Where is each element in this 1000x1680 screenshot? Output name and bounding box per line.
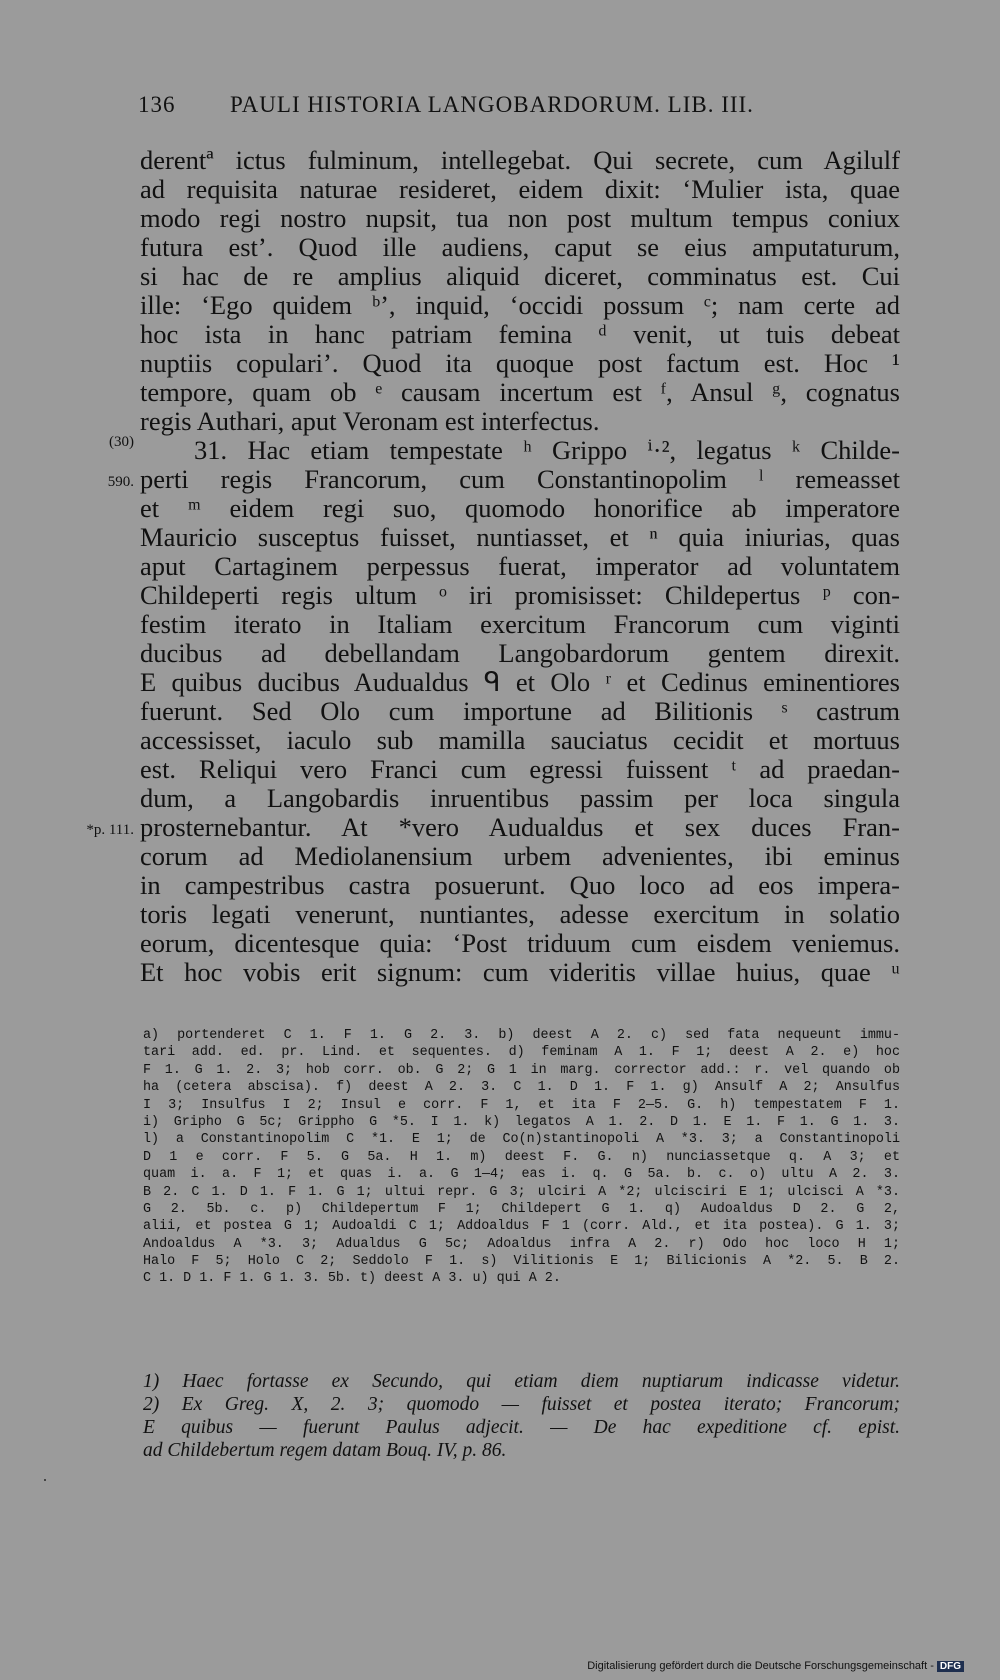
digitization-credit xyxy=(587,1660,964,1672)
main-text xyxy=(140,146,900,987)
text-line: tempore, quam ob ᵉ causam incertum est ᶠ, Ansul ᵍ, cognatus xyxy=(140,377,900,407)
text-line: est. Reliqui vero Franci cum egressi fuissent ᵗ ad praedan- xyxy=(140,754,900,784)
source-notes xyxy=(143,1370,900,1462)
text-line: modo regi nostro nupsit, tua non post multum tempus coniux xyxy=(140,203,900,233)
text-line: derentª ictus fulminum, intellegebat. Qui secrete, cum Agilulf xyxy=(140,145,900,175)
apparatus-line: tari add. ed. pr. Lind. et sequentes. d) feminam A 1. F 1; deest A 2. e) hoc xyxy=(143,1045,900,1061)
text-line: dum, a Langobardis inruentibus passim per loca singula xyxy=(140,783,900,813)
apparatus-line: I 3; Insulfus I 2; Insul e corr. F 1, et ita F 2—5. G. h) tempestatem F 1. xyxy=(143,1097,900,1113)
text-line: si hac de re amplius aliquid diceret, comminatus est. Cui xyxy=(140,261,900,291)
source-note: E quibus — fuerunt Paulus adjecit. — De hac expeditione cf. epist. xyxy=(143,1417,900,1438)
credit-text: Digitalisierung gefördert durch die Deutsche Forschungsgemeinschaft - xyxy=(587,1660,934,1672)
apparatus-line: Halo F 5; Holo C 2; Seddolo F 1. s) Vilitionis E 1; Bilicionis A *2. 5. B 2. xyxy=(143,1254,900,1270)
text-line: et ᵐ eidem regi suo, quomodo honorifice ab imperatore xyxy=(140,493,900,523)
apparatus-line: Andoaldus A *3. 3; Adualdus G 5c; Adoaldus infra A 2. r) Odo hoc loco H 1; xyxy=(143,1236,900,1252)
text-line: Childeperti regis ultum ᵒ iri promisisset: Childepertus ᵖ con- xyxy=(140,580,900,610)
text-line: fuerunt. Sed Olo cum importune ad Bilitionis ˢ castrum xyxy=(140,696,900,726)
text-line: toris legati venerunt, nuntiantes, adesse exercitum in solatio xyxy=(140,899,900,929)
apparatus-line: l) a Constantinopolim C *1. E 1; de Co(n)stantinopoli A *3. 3; a Constantinopoli xyxy=(143,1132,900,1148)
text-line: ducibus ad debellandam Langobardorum gentem direxit. xyxy=(140,638,900,668)
critical-apparatus xyxy=(143,1027,900,1288)
text-line: ad requisita naturae resideret, eidem dixit: ‘Mulier ista, quae xyxy=(140,174,900,204)
text-line: festim iterato in Italiam exercitum Francorum cum viginti xyxy=(140,609,900,639)
chapter-start-line: 31. Hac etiam tempestate ʰ Grippo ⁱ·², legatus ᵏ Childe- xyxy=(194,435,900,465)
text-line: futura est’. Quod ille audiens, caput se eius amputaturum, xyxy=(140,232,900,262)
apparatus-line: C 1. D 1. F 1. G 1. 3. 5b. t) deest A 3. u) qui A 2. xyxy=(143,1271,561,1287)
dfg-logo: DFG xyxy=(937,1661,964,1672)
margin-year: 590. xyxy=(107,474,134,490)
text-line: E quibus ducibus Audualdus ᑫ et Olo ʳ et Cedinus eminentiores xyxy=(140,667,900,697)
page-number: 136 xyxy=(138,92,176,117)
text-line: perti regis Francorum, cum Constantinopolim ˡ remeasset xyxy=(140,464,900,494)
apparatus-line: a) portenderet C 1. F 1. G 2. 3. b) deest A 2. c) sed fata nequeunt immu- xyxy=(143,1028,900,1043)
apparatus-line: alii, et postea G 1; Audoaldi C 1; Addoaldus F 1 (corr. Ald., et ita postea). G 1. 3; xyxy=(143,1219,900,1235)
text-line: prosternebantur. At *vero Audualdus et sex duces Fran- xyxy=(140,812,900,842)
text-line: hoc ista in hanc patriam femina ᵈ venit, ut tuis debeat xyxy=(140,319,900,349)
text-line: Et hoc vobis erit signum: cum videritis villae huius, quae ᵘ xyxy=(140,957,900,987)
text-line: corum ad Mediolanensium urbem advenientes, ibi eminus xyxy=(140,841,900,871)
source-note: 2) Ex Greg. X, 2. 3; quomodo — fuisset et postea iterato; Francorum; xyxy=(143,1394,900,1415)
apparatus-line: F 1. G 1. 2. 3; hob corr. ob. G 2; G 1 in marg. corrector add.: r. vel quando ob xyxy=(143,1062,900,1078)
margin-page-reference: *p. 111. xyxy=(86,822,134,838)
text-line: aput Cartaginem perpessus fuerat, imperator ad voluntatem xyxy=(140,551,900,581)
text-line: in campestribus castra posuerunt. Quo loco ad eos impera- xyxy=(140,870,900,900)
text-line: ille: ‘Ego quidem ᵇ’, inquid, ‘occidi possum ᶜ; nam certe ad xyxy=(140,290,900,320)
source-note: 1) Haec fortasse ex Secundo, qui etiam diem nuptiarum indicasse videtur. xyxy=(143,1371,900,1392)
page-title: PAULI HISTORIA LANGOBARDORUM. LIB. III. xyxy=(230,92,754,117)
apparatus-line: i) Gripho G 5c; Grippho G *5. I 1. k) legatos A 1. 2. D 1. E 1. F 1. G 1. 3. xyxy=(143,1114,900,1130)
scan-speck xyxy=(44,1479,46,1481)
text-line: Mauricio susceptus fuisset, nuntiasset, et ⁿ quia iniurias, quas xyxy=(140,522,900,552)
apparatus-line: G 2. 5b. c. p) Childepertum F 1; Childepert G 1. q) Audoaldus D 2. G 2, xyxy=(143,1201,900,1217)
text-line: eorum, dicentesque quia: ‘Post triduum cum eisdem veniemus. xyxy=(140,928,900,958)
apparatus-line: ha (cetera abscisa). f) deest A 2. 3. C 1. D 1. F 1. g) Ansulf A 2; Ansulfus xyxy=(143,1080,900,1096)
source-note: ad Childebertum regem datam Bouq. IV, p. 86. xyxy=(143,1440,507,1461)
text-line: regis Authari, aput Veronam est interfectus. xyxy=(140,406,600,436)
apparatus-line: B 2. C 1. D 1. F 1. G 1; ultui repr. G 3; ulciri A *2; ulcisciri E 1; ulcisci A *3. xyxy=(143,1184,900,1200)
apparatus-line: quam i. a. F 1; et quas i. a. G 1—4; eas i. q. G 5a. b. c. o) ultu A 2. 3. xyxy=(143,1167,900,1183)
text-line: accessisset, iaculo sub mamilla sauciatus cecidit et mortuus xyxy=(140,725,900,755)
apparatus-line: D 1 e corr. F 5. G 5a. H 1. m) deest F. G. n) nunciassetque q. A 3; et xyxy=(143,1149,900,1165)
margin-chapter-number: (30) xyxy=(109,434,134,450)
text-line: nuptiis copulari’. Quod ita quoque post factum est. Hoc ¹ xyxy=(140,348,900,378)
